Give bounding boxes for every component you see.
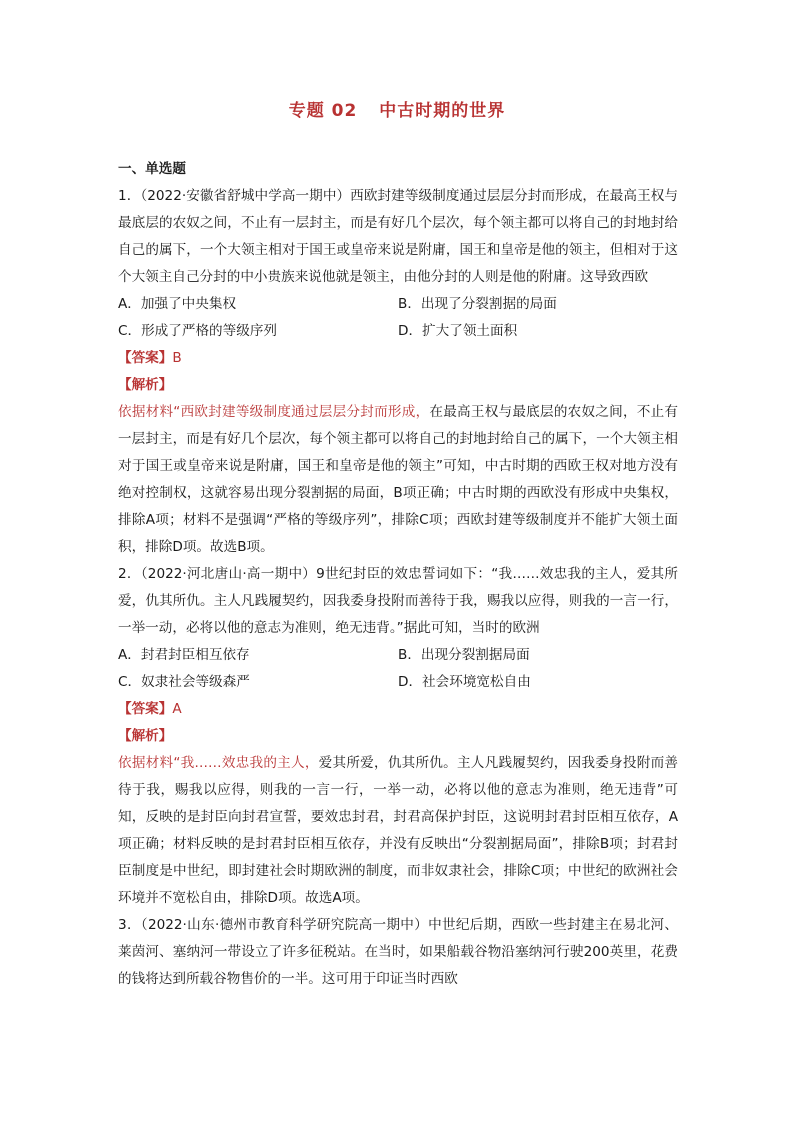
option-d: D．社会环境宽松自由 [398,674,531,690]
analysis-label: 【解析】 [118,728,173,744]
analysis-label: 【解析】 [118,377,173,393]
question-stem: 2．（2022·河北唐山·高一期中）9世纪封臣的效忠誓词如下：“我……效忠我的主人，爱其所爱，仇其所仇。主人凡践履契约，因我委身投附而善待于我，赐我以应得，则我的一言一行，一举一动，必将以他的意志为准则，绝无违背。”据此可知，当时的欧洲 [118,566,678,636]
option-b: B．出现分裂割据局面 [398,647,530,663]
option-a: A．加强了中央集权 [118,296,237,312]
content-body [118,156,678,993]
options-list [118,642,678,696]
analysis-text [118,750,678,912]
question-2 [118,561,678,912]
title-topic-number: 专题 02 [288,101,358,121]
answer-line [118,345,678,372]
option-d: D．扩大了领土面积 [398,323,518,339]
question-3 [118,912,678,993]
options-list [118,291,678,345]
analysis-quote: 依据材料“西欧封建等级制度通过层层分封而形成， [118,404,430,420]
section-heading: 一、单选题 [118,161,186,177]
analysis-quote: 依据材料“我……效忠我的主人， [118,755,319,771]
analysis-body: 爱其所爱，仇其所仇。主人凡践履契约，因我委身投附而善待于我，赐我以应得，则我的一言一行，一举一动，必将以他的意志为准则，绝无违背”可知，反映的是封臣向封君宣誓，要效忠封君，封君高保护封臣，这说明封君封臣相互依存，A项正确；材料反映的是封君封臣相互依存，并没有反映出“分裂割据局面”，排除B项；封君封臣制度是中世纪，即封建社会时期欧洲的制度，而非奴隶社会，排除C项；中世纪的欧洲社会环境并不宽松自由，排除D项。故选A项。 [118,755,679,906]
question-stem: 3．（2022·山东·德州市教育科学研究院高一期中）中世纪后期，西欧一些封建主在易北河、莱茵河、塞纳河一带设立了许多征税站。在当时，如果船载谷物沿塞纳河行驶200英里，花费的钱将达到所载谷物售价的一半。这可用于印证当时西欧 [118,917,678,987]
option-a: A．封君封臣相互依存 [118,647,250,663]
answer-line [118,696,678,723]
option-c: C．奴隶社会等级森严 [118,674,250,690]
analysis-text [118,399,678,561]
analysis-body: 在最高王权与最底层的农奴之间，不止有一层封主，而是有好几个层次，每个领主都可以将自己的封地封给自己的属下，一个大领主相对于国王或皇帝来说是附庸，国王和皇帝是他的领主”可知，中古时期的西欧王权对地方没有绝对控制权，这就容易出现分裂割据的局面，B项正确；中古时期的西欧没有形成中央集权，排除A项；材料不是强调“严格的等级序列”，排除C项；西欧封建等级制度并不能扩大领土面积，排除D项。故选B项。 [118,404,679,555]
answer-value: B [172,350,182,366]
title-topic-name: 中古时期的世界 [379,101,506,121]
answer-value: A [172,701,182,717]
question-1 [118,183,678,561]
page-title [0,96,794,121]
answer-label: 【答案】 [118,350,173,366]
question-stem: 1．（2022·安徽省舒城中学高一期中）西欧封建等级制度通过层层分封而形成，在最高王权与最底层的农奴之间，不止有一层封主，而是有好几个层次，每个领主都可以将自己的封地封给自己的属下，一个大领主相对于国王或皇帝来说是附庸，国王和皇帝是他的领主，但相对于这个大领主自己分封的中小贵族来说他就是领主，由他分封的人则是他的附庸。这导致西欧 [118,188,678,285]
option-c: C．形成了严格的等级序列 [118,323,278,339]
answer-label: 【答案】 [118,701,173,717]
option-b: B．出现了分裂割据的局面 [398,296,557,312]
